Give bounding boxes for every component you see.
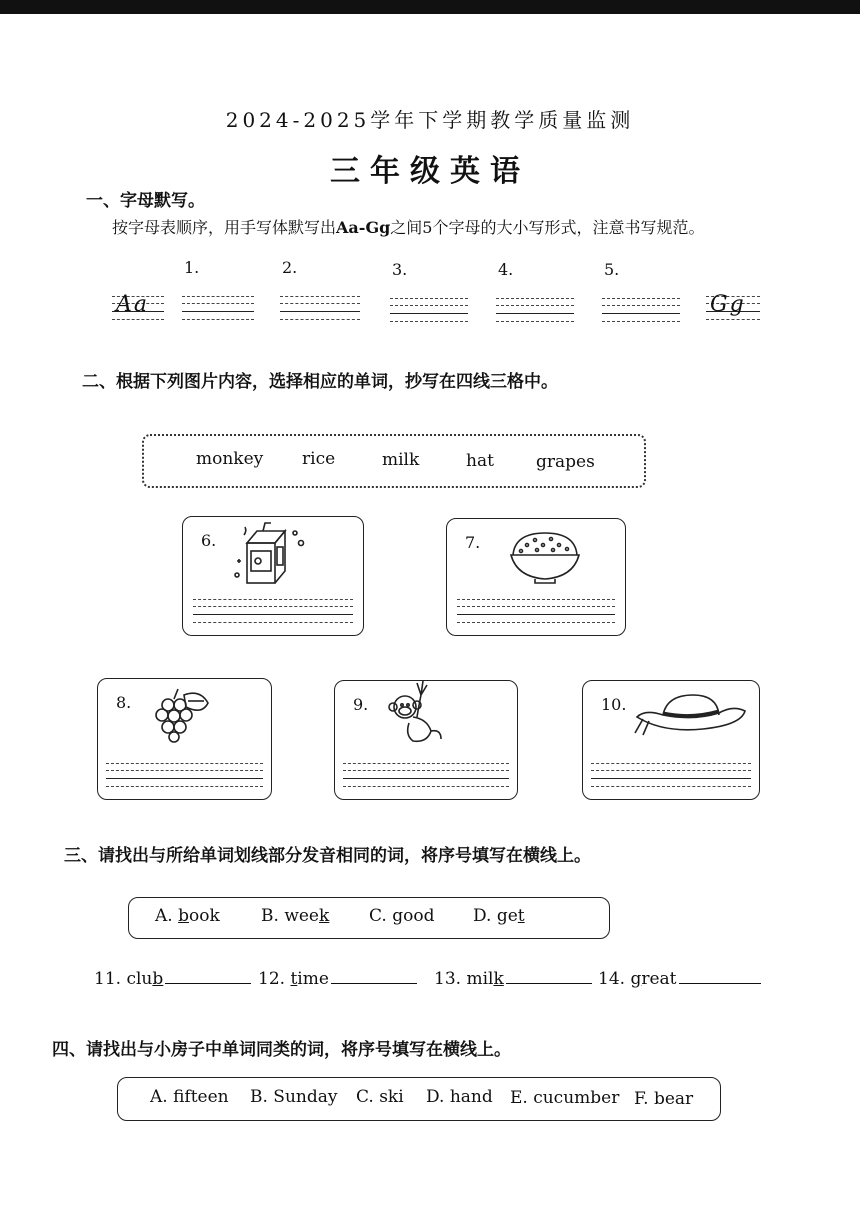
question-text: mil (466, 969, 494, 989)
word-grapes: grapes (536, 452, 595, 472)
option-b: B. Sunday (250, 1087, 338, 1107)
card-number: 10. (601, 695, 627, 714)
picture-card-9 (334, 680, 518, 800)
letter-number-2: 2. (282, 258, 298, 277)
option-text: wee (284, 906, 319, 926)
four-line-grid-3[interactable] (390, 298, 468, 322)
option-label: C. (369, 906, 393, 926)
underlined-letter: b (178, 906, 189, 926)
option-f: F. bear (634, 1089, 694, 1109)
letter-number-5: 5. (604, 260, 620, 279)
option-text: ook (188, 906, 220, 926)
question-text: ime (297, 969, 329, 989)
section4-heading: 四、请找出与小房子中单词同类的词，将序号填写在横线上。 (52, 1040, 511, 1060)
option-text: ood (403, 906, 435, 926)
letter-number-1: 1. (184, 258, 200, 277)
category-options-box (117, 1077, 721, 1121)
option-e: E. cucumber (510, 1088, 620, 1108)
option-d: D. hand (426, 1087, 493, 1107)
question-text: clu (126, 969, 153, 989)
card-number: 6. (201, 531, 217, 550)
instruction-text: 之间5个字母的大小写形式，注意书写规范。 (390, 218, 705, 237)
monkey-icon (383, 681, 449, 747)
picture-card-6 (182, 516, 364, 636)
rice-bowl-icon (507, 525, 583, 587)
question-text: reat (641, 969, 677, 989)
underlined-letter: t (517, 906, 525, 926)
answer-grid-7[interactable] (457, 599, 615, 623)
underlined-letter: t (290, 969, 298, 989)
underlined-letter: k (319, 906, 330, 926)
exam-title: 2024-2025学年下学期教学质量监测 (225, 108, 635, 132)
pronunciation-options-box (128, 897, 610, 939)
four-line-grid-2[interactable] (280, 296, 360, 320)
milk-carton-icon (227, 521, 313, 589)
instruction-range: Aa-Gg (336, 218, 391, 237)
answer-blank-12[interactable] (331, 983, 417, 984)
option-d (473, 906, 525, 926)
word-hat: hat (466, 451, 494, 471)
question-label: 13. (434, 969, 467, 989)
hat-icon (633, 689, 749, 739)
word-bank-box (142, 434, 646, 488)
answer-grid-6[interactable] (193, 599, 353, 623)
answer-blank-14[interactable] (679, 983, 761, 984)
section3-heading: 三、请找出与所给单词划线部分发音相同的词，将序号填写在横线上。 (64, 846, 591, 866)
underlined-letter: b (152, 969, 164, 989)
answer-grid-9[interactable] (343, 763, 509, 787)
question-13 (434, 969, 592, 989)
section1-heading: 一、字母默写。 (86, 191, 205, 211)
scan-dark-edge (0, 0, 860, 14)
option-a (155, 906, 220, 926)
question-11 (94, 969, 251, 989)
letter-number-4: 4. (498, 260, 514, 279)
question-12 (258, 969, 417, 989)
answer-grid-10[interactable] (591, 763, 751, 787)
four-line-grid-1[interactable] (182, 296, 254, 320)
question-label: 11. (94, 969, 127, 989)
underlined-letter: g (630, 969, 642, 989)
option-label: D. (473, 906, 497, 926)
section2-heading: 二、根据下列图片内容，选择相应的单词，抄写在四线三格中。 (82, 372, 558, 392)
underlined-letter: k (493, 969, 504, 989)
option-label: B. (261, 906, 285, 926)
option-a: A. fifteen (150, 1087, 229, 1107)
card-number: 8. (116, 693, 132, 712)
answer-grid-8[interactable] (106, 763, 263, 787)
four-line-grid-5[interactable] (602, 298, 680, 322)
section1-instruction (112, 215, 704, 238)
card-number: 7. (465, 533, 481, 552)
word-monkey: monkey (196, 449, 264, 469)
end-letters: Gg (710, 292, 746, 317)
picture-card-10 (582, 680, 760, 800)
option-label: A. (155, 906, 179, 926)
word-rice: rice (302, 449, 336, 469)
picture-card-8 (97, 678, 272, 800)
exam-subtitle: 三年级英语 (330, 154, 530, 189)
instruction-text: 按字母表顺序，用手写体默写出 (112, 218, 337, 237)
start-letters: Aa (116, 292, 150, 317)
word-milk: milk (382, 450, 420, 470)
option-b (261, 906, 329, 926)
answer-blank-11[interactable] (165, 983, 251, 984)
option-c (369, 906, 434, 926)
grapes-icon (148, 683, 220, 743)
four-line-grid-4[interactable] (496, 298, 574, 322)
option-c: C. ski (356, 1087, 404, 1107)
picture-card-7 (446, 518, 626, 636)
question-label: 12. (258, 969, 291, 989)
underlined-letter: g (392, 906, 404, 926)
question-label: 14. (598, 969, 631, 989)
answer-blank-13[interactable] (506, 983, 592, 984)
letter-number-3: 3. (392, 260, 408, 279)
card-number: 9. (353, 695, 369, 714)
option-text: ge (496, 906, 518, 926)
question-14 (598, 969, 761, 989)
